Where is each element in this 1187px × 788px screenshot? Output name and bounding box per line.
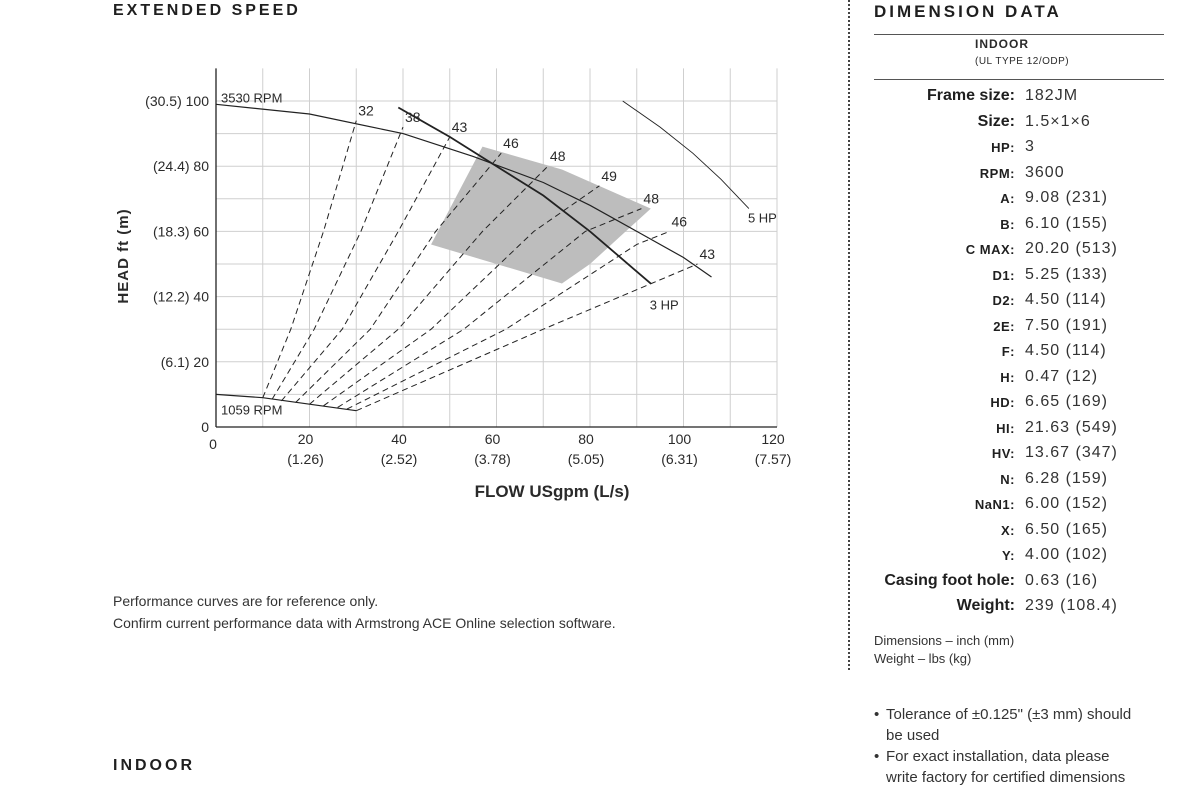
dimension-row (0, 597, 1187, 621)
units-line-2: Weight – lbs (kg) (874, 651, 972, 666)
y-tick-label: (12.2) 40 (152, 288, 209, 305)
dimension-label: NaN1: (974, 497, 1015, 512)
dimension-label: Frame size: (926, 87, 1015, 104)
dimension-value: 6.10 (155) (1025, 214, 1108, 232)
dimension-label: Weight: (956, 597, 1015, 614)
dimension-label: H: (1000, 369, 1015, 385)
dimension-label: D1: (992, 267, 1015, 283)
dimension-value: 5.25 (133) (1025, 265, 1108, 283)
x-tick-sublabel: (6.31) (661, 451, 698, 467)
dimension-value: 6.28 (159) (1025, 469, 1108, 487)
dimension-label: HV: (991, 446, 1015, 461)
units-note (874, 632, 1014, 668)
x-tick-sublabel: (2.52) (380, 451, 418, 467)
dimension-row (0, 470, 1187, 494)
bullet-2-line-1: For exact installation, data please (886, 748, 1110, 765)
dimension-row (0, 317, 1187, 341)
dimension-row (0, 87, 1187, 111)
bullet-1-line-2: be used (886, 727, 940, 744)
efficiency-label: 43 (451, 118, 468, 135)
hp-curve-label: 5 HP (747, 210, 777, 226)
table-top-rule (874, 34, 1164, 35)
dimension-value: 4.50 (114) (1025, 291, 1107, 308)
dimension-row (0, 138, 1187, 165)
table-head: INDOOR (975, 37, 1029, 51)
hp-curve-label: 3 HP (649, 297, 679, 313)
bullet-item: • For exact installation, data please write factory for certified dimensions (874, 748, 1126, 786)
dimension-label: A: (1000, 191, 1015, 206)
note-line-1: Performance curves are for reference only. (113, 593, 379, 609)
efficiency-label: 49 (601, 167, 617, 184)
efficiency-label: 43 (699, 246, 716, 262)
dimension-label: C MAX: (965, 242, 1015, 257)
dimension-label: D2: (992, 293, 1015, 308)
units-line-1: Dimensions – inch (mm) (874, 633, 1015, 648)
dimension-label: Casing foot hole: (884, 571, 1015, 589)
x-tick-label: 80 (578, 431, 594, 447)
y-tick-label: (24.4) 80 (152, 158, 209, 175)
efficiency-label: 46 (503, 135, 519, 152)
table-rule (874, 79, 1164, 80)
dimension-value: 0.63 (16) (1025, 571, 1099, 589)
dimension-label: B: (1000, 216, 1015, 232)
dimension-value: 6.00 (152) (1025, 495, 1108, 512)
efficiency-label: 48 (549, 148, 566, 165)
dimension-row (0, 572, 1187, 596)
y-axis-label: HEAD ft (m) (115, 208, 132, 304)
dimension-label: HI: (996, 420, 1015, 436)
x-axis-label: FLOW USgpm (L/s) (474, 482, 630, 501)
dimension-value: 0.47 (12) (1025, 367, 1099, 385)
x-tick-label: 40 (391, 431, 407, 447)
dimension-value: 6.65 (169) (1025, 393, 1108, 410)
efficiency-label: 32 (358, 102, 374, 119)
dimension-value: 20.20 (513) (1025, 240, 1118, 257)
dimension-value: 13.67 (347) (1025, 444, 1118, 461)
y-tick-label: (6.1) 20 (160, 353, 209, 370)
x-tick-label: 100 (667, 431, 692, 447)
note-line-2: Confirm current performance data with Armstrong ACE Online selection software. (113, 615, 616, 631)
bullet-list (874, 704, 1174, 788)
dimension-row (0, 521, 1187, 545)
dimension-value: 239 (108.4) (1025, 597, 1118, 614)
dimension-value: 7.50 (191) (1025, 316, 1108, 334)
x-tick-label: 120 (761, 431, 785, 447)
dimension-label: Y: (1001, 548, 1015, 563)
dimension-value: 3 (1025, 138, 1035, 155)
x-tick-label: 20 (297, 431, 314, 447)
dimension-row (0, 189, 1187, 213)
x-tick-sublabel: (7.57) (754, 451, 792, 467)
bullet-2-line-2: write factory for certified dimensions (886, 769, 1126, 786)
dimension-value: 4.50 (114) (1025, 342, 1107, 359)
dimension-value: 3600 (1025, 163, 1065, 181)
dimension-row (0, 419, 1187, 443)
bullet-item: • Tolerance of ±0.125" (±3 mm) should be used (874, 706, 1132, 744)
x-tick-label: 60 (484, 431, 501, 447)
dimension-label: HD: (990, 395, 1015, 410)
dimension-label: 2E: (993, 318, 1015, 334)
x-tick-sublabel: (3.78) (474, 451, 511, 467)
dimension-value: 1.5×1×6 (1025, 112, 1091, 130)
dimension-row (0, 164, 1187, 188)
dimension-row (0, 495, 1187, 519)
dimension-row (0, 393, 1187, 417)
dimension-value: 21.63 (549) (1025, 418, 1118, 436)
efficiency-label: 38 (405, 109, 421, 126)
speed-curve-label: 1059 RPM (221, 402, 283, 418)
dimension-label: HP: (991, 140, 1015, 155)
dimension-label: Size: (977, 112, 1015, 130)
dimension-label: N: (1000, 471, 1015, 487)
dimension-row (0, 215, 1187, 239)
speed-curve-label: 3530 RPM (221, 90, 283, 106)
table-subhead: (UL TYPE 12/ODP) (975, 56, 1070, 67)
dimension-value: 182JM (1025, 87, 1079, 104)
dimension-row (0, 113, 1187, 137)
dimension-value: 4.00 (102) (1025, 546, 1108, 563)
x-tick-label: 0 (209, 436, 217, 452)
y-tick-label: 0 (201, 419, 209, 435)
x-tick-sublabel: (5.05) (567, 451, 605, 467)
efficiency-label: 46 (671, 213, 688, 230)
dimension-row (0, 266, 1187, 290)
dimension-label: RPM: (979, 165, 1015, 181)
dimension-row (0, 444, 1187, 468)
dimension-row (0, 546, 1187, 570)
x-tick-sublabel: (1.26) (287, 451, 324, 467)
dimension-label: F: (1001, 344, 1015, 359)
dimension-row (0, 368, 1187, 392)
efficiency-label: 48 (643, 190, 660, 207)
bullet-1-line-1: Tolerance of ±0.125" (±3 mm) should (886, 706, 1132, 723)
section-title-indoor: INDOOR (113, 757, 195, 774)
section-title-extended-speed: EXTENDED SPEED (113, 2, 301, 19)
dimension-label: X: (1001, 522, 1015, 538)
y-tick-label: (30.5) 100 (145, 93, 209, 109)
dimension-data-title: DIMENSION DATA (874, 2, 1062, 21)
y-tick-label: (18.3) 60 (152, 223, 209, 240)
dimension-row (0, 342, 1187, 366)
dimension-row (0, 288, 1187, 315)
dimension-value: 6.50 (165) (1025, 520, 1108, 538)
dimension-value: 9.08 (231) (1025, 189, 1108, 206)
dimension-row (0, 240, 1187, 264)
